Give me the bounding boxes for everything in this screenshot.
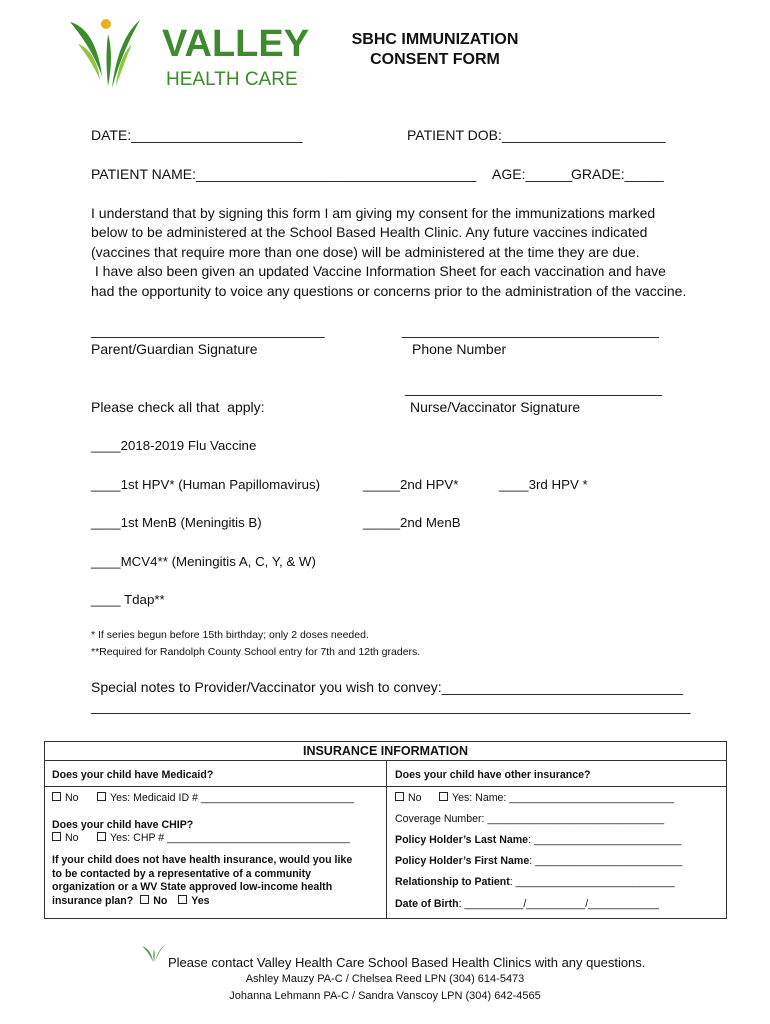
vaccine-hpv-3[interactable]: ____3rd HPV *: [499, 477, 588, 492]
checkbox-icon[interactable]: [97, 792, 106, 801]
policy-holder-first-name-field[interactable]: Policy Holder’s First Name: _________________________: [395, 855, 683, 867]
insurance-divider: [386, 761, 387, 918]
checkbox-icon[interactable]: [52, 832, 61, 841]
other-insurance-no-option[interactable]: No: [395, 792, 422, 804]
other-insurance-yes-option[interactable]: Yes: Name: ____________________________: [439, 792, 674, 804]
insurance-title: INSURANCE INFORMATION: [45, 742, 726, 761]
no-insurance-yes-option[interactable]: Yes: [191, 894, 210, 907]
title-line-2: CONSENT FORM: [370, 51, 500, 68]
consent-line: below to be administered at the School Based Health Clinic. Any future vaccines indicated: [91, 224, 648, 241]
valley-leaf-icon: [141, 943, 167, 963]
vaccine-hpv-2[interactable]: _____2nd HPV*: [363, 477, 459, 492]
check-all-instruction: Please check all that apply:: [91, 399, 265, 415]
checkbox-icon[interactable]: [439, 792, 448, 801]
phone-number-label: Phone Number: [412, 341, 507, 357]
vaccine-tdap[interactable]: ____ Tdap**: [91, 592, 165, 607]
consent-line: I have also been given an updated Vaccine Information Sheet for each vaccination and have: [91, 263, 666, 280]
age-field[interactable]: AGE:______: [492, 166, 573, 182]
parent-signature-line[interactable]: ______________________________: [91, 322, 325, 338]
form-title: [300, 30, 570, 70]
logo-name: VALLEY: [162, 23, 310, 65]
other-insurance-question: Does your child have other insurance?: [395, 769, 591, 781]
relationship-field[interactable]: Relationship to Patient: ___________________________: [395, 876, 675, 888]
footer-staff-2: Johanna Lehmann PA-C / Sandra Vanscoy LPN (304) 642-4565: [229, 990, 541, 1002]
policy-holder-last-name-field[interactable]: Policy Holder’s Last Name: _________________________: [395, 834, 682, 846]
patient-name-field[interactable]: PATIENT NAME:____________________________________: [91, 166, 477, 182]
footer-staff-1: Ashley Mauzy PA-C / Chelsea Reed LPN (304) 614-5473: [245, 973, 525, 985]
vaccine-hpv-1[interactable]: ____1st HPV* (Human Papillomavirus): [91, 477, 321, 492]
special-notes-field[interactable]: Special notes to Provider/Vaccinator you wish to convey:_______________________________: [91, 679, 684, 695]
chip-yes-option[interactable]: Yes: CHP # _______________________________: [97, 832, 350, 844]
no-insurance-question: If your child does not have health insurance, would you like to be contacted by a representative of a community organization or a WV State approved low-income health insurance plan? No Yes: [52, 854, 353, 907]
phone-number-line[interactable]: _________________________________: [402, 322, 659, 338]
checkbox-icon[interactable]: [395, 792, 404, 801]
footnote-hpv: * If series begun before 15th birthday; only 2 doses needed.: [91, 629, 369, 641]
checkbox-icon[interactable]: [140, 895, 149, 904]
logo-subtitle: HEALTH CARE: [166, 69, 298, 90]
valley-health-care-logo: [68, 14, 310, 96]
medicaid-yes-option[interactable]: Yes: Medicaid ID # __________________________: [97, 792, 354, 804]
grade-field[interactable]: GRADE:_____: [571, 166, 664, 182]
no-insurance-no-option[interactable]: No: [153, 894, 168, 907]
chip-no-option[interactable]: No: [52, 832, 79, 844]
checkbox-icon[interactable]: [178, 895, 187, 904]
coverage-number-field[interactable]: Coverage Number: ______________________________: [395, 813, 665, 825]
checkbox-icon[interactable]: [52, 792, 61, 801]
chip-question: Does your child have CHIP?: [52, 819, 194, 831]
title-line-1: SBHC IMMUNIZATION: [351, 31, 519, 48]
consent-line: had the opportunity to voice any questions or concerns prior to the administration of the vaccine.: [91, 282, 687, 299]
nurse-signature-line[interactable]: _________________________________: [405, 380, 662, 396]
checkbox-icon[interactable]: [97, 832, 106, 841]
special-notes-line-2[interactable]: _____________________________________________________________________________: [91, 698, 691, 714]
consent-line: I understand that by signing this form I am giving my consent for the immunizations marked: [91, 205, 656, 221]
date-of-birth-field[interactable]: Date of Birth: __________/__________/____________: [395, 898, 659, 910]
vaccine-flu[interactable]: ____2018-2019 Flu Vaccine: [91, 438, 257, 453]
medicaid-question: Does your child have Medicaid?: [52, 769, 214, 781]
insurance-table: [44, 741, 727, 919]
vaccine-menb-1[interactable]: ____1st MenB (Meningitis B): [91, 515, 262, 530]
medicaid-no-option[interactable]: No: [52, 792, 79, 804]
footnote-required: **Required for Randolph County School entry for 7th and 12th graders.: [91, 646, 421, 658]
vaccine-mcv4[interactable]: ____MCV4** (Meningitis A, C, Y, & W): [91, 554, 316, 569]
vaccine-menb-2[interactable]: _____2nd MenB: [363, 515, 461, 530]
row-divider: [45, 786, 386, 787]
parent-signature-label: Parent/Guardian Signature: [91, 341, 258, 357]
row-divider: [387, 786, 726, 787]
footer-contact: Please contact Valley Health Care School Based Health Clinics with any questions.: [168, 955, 646, 970]
consent-paragraph: [91, 204, 701, 301]
patient-dob-field[interactable]: PATIENT DOB:_____________________: [407, 127, 666, 143]
consent-line: (vaccines that require more than one dose) will be administered at the time they are due.: [91, 243, 640, 260]
logo-leaves-icon: [68, 14, 310, 96]
nurse-signature-label: Nurse/Vaccinator Signature: [410, 399, 581, 415]
date-field[interactable]: DATE:______________________: [91, 127, 303, 143]
